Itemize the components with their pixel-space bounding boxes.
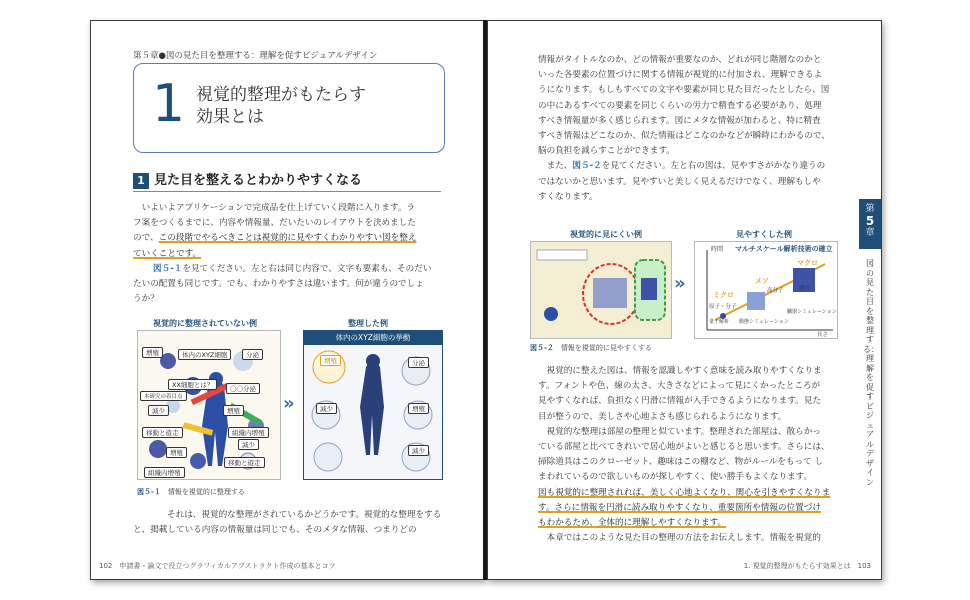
highlight-text: 図も視覚的に整理されれば、美しく心地よくなり、関心を引きやすくなりま (538, 487, 831, 498)
highlight-text: もわかるため、全体的に理解しやすくなります。 (538, 518, 727, 529)
page-footer (99, 561, 336, 571)
text-line: うになります。もしもすべての文字や要素が同じ見た目だったとしたら、図 (538, 85, 830, 96)
text-line: 視覚的な整理は部屋の整理と似ています。整理された部屋は、散らかっ (546, 426, 821, 437)
tag: 増殖 (223, 405, 244, 416)
figure2-hard-to-read (530, 241, 672, 339)
axis-label-y: 時間 (711, 246, 724, 253)
tag: 減少 (408, 445, 429, 456)
section-title: 見た目を整えるとわかりやすくなる (154, 173, 363, 188)
figure2-left-label: 視覚的に見にくい例 (570, 230, 642, 239)
tag: 減少 (238, 439, 259, 450)
tag: 組織内増殖 (144, 467, 185, 478)
paragraph-3 (133, 508, 443, 538)
page-number: 103 (857, 562, 871, 570)
paragraph-1 (133, 201, 443, 262)
text-line: フ案をつくるまでに、内容や情報量、だいたいのレイアウトを決めました (133, 218, 416, 229)
figure-unorganized (137, 330, 281, 480)
term: 臓器シミュレーション (787, 309, 837, 315)
section-title-box (133, 63, 445, 153)
chapter-tab-prefix: 第 (865, 204, 875, 214)
figure-reference: 図５-２ (572, 161, 602, 172)
text-line: ので、この段階でやるべきことは視覚的に見やすくわかりやすい図を整え (133, 233, 417, 244)
text-line: まわれているので欲しいものが探しやすく、使い勝手もよくなります。 (538, 472, 813, 483)
figure-caption: 図５-２ 情報を視覚的に見やすくする (530, 344, 652, 352)
text-line: また、図５-２を見てください。左と右の図は、見やすさがかなり違うの (546, 161, 826, 172)
section-heading (133, 169, 362, 189)
chapter-running-title: 1. 視覚的整理がもたらす効果とは (743, 562, 851, 570)
text-line: 視覚的に整えた図は、情報を認識しやすく意味を読み取りやすくなりま (546, 366, 822, 376)
tag: 増殖 (166, 447, 187, 458)
text-line: すくなります。 (538, 191, 598, 202)
text-line: と、掲載している内容の情報量は同じでも、そのメタな情報、つまりどの (133, 525, 417, 536)
tag: 本研究の着目点 (140, 391, 187, 401)
figure-caption: 図５-１ 情報を視覚的に整理する (137, 488, 245, 496)
text-line: 情報がタイトルなのか、どの情報が重要なのか、どれが同じ階層なのかと (538, 55, 822, 65)
hard-to-read-illustration (531, 242, 671, 338)
book-title: 申請書・論文で役立つグラフィカルアブストラクト作成の基本とコツ (119, 562, 336, 570)
chapter-tab-suffix: 章 (865, 228, 875, 238)
figure2-title: マルチスケール解析技術の確立 (735, 245, 833, 253)
tag: 〇〇分泌 (226, 383, 260, 394)
text-line: 本章ではこのような見た目の整理の方法をお伝えします。情報を視覚的 (546, 533, 821, 544)
page-footer (744, 561, 871, 571)
figure-right-label: 整理した例 (348, 319, 388, 328)
tag: 分泌 (242, 349, 263, 360)
text-line: いった各要素の位置づけに関する情報が視覚的に付加され、理解できるよ (538, 70, 823, 81)
section-divider (133, 191, 441, 192)
tag: XX細胞とは？ (168, 379, 217, 390)
chapter-tab-number: 5 (865, 214, 875, 228)
text-line: 図５-１を見てください。左と右は同じ内容で、文字も要素も、そのだい (153, 264, 432, 274)
tag: 組織内増殖 (228, 427, 269, 438)
figure-organized (303, 330, 443, 480)
figure-header: 体内のXYZ細胞の挙動 (304, 331, 442, 345)
text-line: うか？ (133, 294, 159, 305)
axis-label-x: 長さ (817, 332, 829, 338)
arrow-right-icon: » (283, 393, 295, 414)
text-line: 掃除道具はこのクローゼット、趣味はこの棚など、物がルールをもって し (538, 457, 824, 468)
page-number: 102 (99, 562, 113, 570)
arrow-right-icon: » (674, 273, 686, 294)
text-line: ている部屋と比べてきれいで居心地がよいと感じると思います。さらには、 (538, 442, 830, 453)
text-line: 見やすくなれば、負担なく円滑に情報が入手できるようになります。見た (538, 396, 821, 407)
paragraph-2 (133, 262, 443, 308)
text-line: の中にあるすべての要素を同じくらいの労力で精査する必要があり、処理 (538, 100, 822, 111)
scale-label: メソ (755, 277, 769, 285)
tag: 移動と遊走 (142, 427, 183, 438)
title-line-1: 視覚的整理がもたらす (196, 85, 366, 105)
paragraph-3 (538, 364, 843, 546)
tag: 増殖 (142, 347, 163, 358)
figure2-easy-to-read (694, 241, 838, 339)
tag: 減少 (316, 403, 337, 414)
text-line: すべき情報量が多く感じられます。図にメタな情報が加わると、特に精査 (538, 115, 821, 126)
figure2-right-label: 見やすくした例 (736, 230, 792, 239)
text-line: す。フォントや色、線の太さ、大きさなどによって見にくかったところが (538, 381, 821, 392)
paragraph-1 (538, 53, 843, 205)
term: 原子・分子 (709, 304, 737, 310)
title-number: 1 (152, 74, 186, 134)
text-line: すべき情報はどこなのか、似た情報はどこなのかなどが瞬時にわかるので、 (538, 131, 830, 142)
tag: 増殖 (320, 355, 341, 366)
term: 高分子 (767, 288, 784, 294)
title-line-2: 効果とは (196, 107, 264, 127)
tag: 増殖 (408, 403, 429, 414)
chapter-tab (859, 199, 881, 249)
scale-label: マクロ (797, 259, 818, 267)
left-page (90, 20, 485, 580)
tag: 移動と遊走 (224, 457, 265, 468)
term: 量子解析 (709, 319, 730, 325)
highlight-text: ていくことです。 (133, 248, 202, 259)
text-line: たいの配置も同じです。でも、わかりやすさは違います。何が違うのでしょ (133, 279, 424, 290)
tag: 分泌 (408, 357, 429, 368)
tag: 減少 (148, 405, 169, 416)
tag: 体内のXYZ細胞 (178, 349, 231, 360)
term: 器官 (799, 286, 811, 292)
right-page (487, 20, 882, 580)
figure-left-label: 視覚的に整理されていない例 (153, 319, 257, 328)
chapter-side-title: 図の見た目を整理する：理解を促すビジュアルデザイン (863, 259, 879, 487)
figure-reference: 図５-１ (153, 264, 183, 274)
highlight-text: す。さらに情報を円滑に読み取りやすくなり、重要箇所や情報の位置づけ (538, 502, 821, 513)
scale-label: ミクロ (713, 291, 734, 299)
highlight-text: この段階でやるべきことは視覚的に見やすくわかりやすい図を整え (158, 233, 417, 244)
text-line: ではないかと思います。見やすいと美しく見えるだけでなく、理解もしや (538, 176, 821, 187)
text-line: いよいよアプリケーションで完成品を仕上げていく段階に入ります。ラ (141, 203, 416, 213)
text-line: 脳の負担を減らすことができます。 (538, 146, 675, 157)
chapter-header: 第５章●図の見た目を整理する：理解を促すビジュアルデザイン (133, 51, 378, 61)
term: 動態シミュレーション (739, 319, 789, 325)
page-title (196, 84, 426, 128)
section-number: 1 (133, 173, 149, 189)
text-line: それは、視覚的な整理がされているかどうかです。視覚的な整理をする (167, 510, 442, 520)
text-line: 目が整うので、美しさや心地よさも感じられるようになります。 (538, 411, 787, 422)
